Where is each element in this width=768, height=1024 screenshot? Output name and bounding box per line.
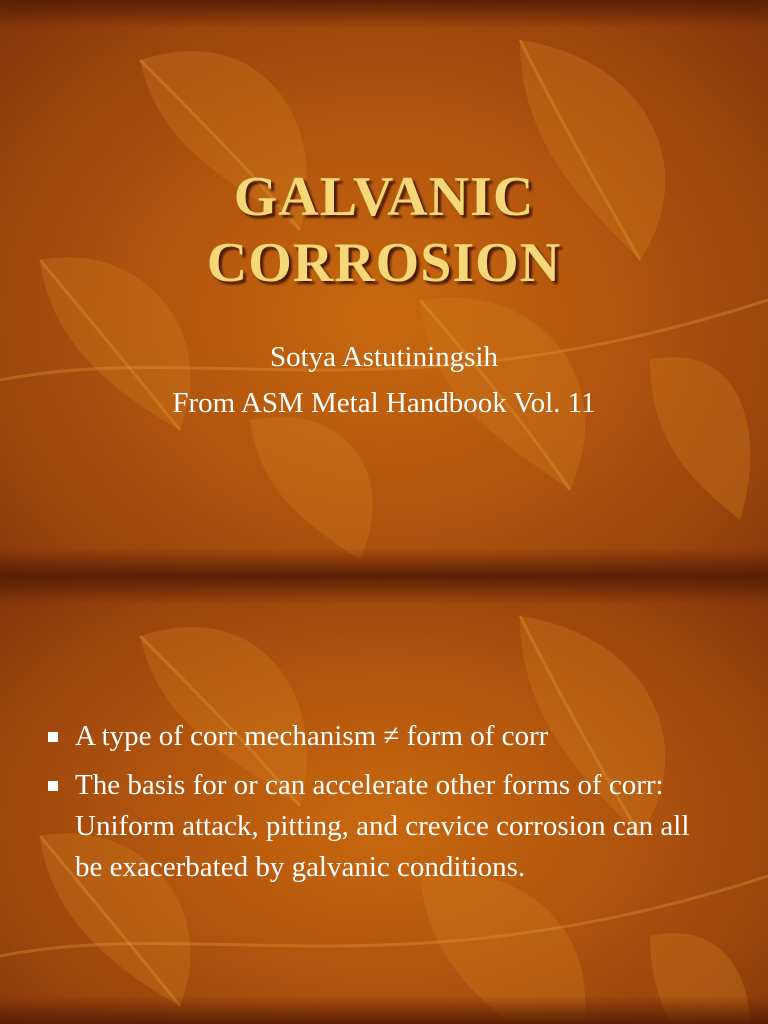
- square-bullet-icon: [48, 732, 58, 742]
- slide-title: [0, 164, 768, 296]
- bullet-list: [44, 716, 724, 896]
- bullet-item: [44, 716, 724, 757]
- author-name: Sotya Astutiningsih: [269, 341, 498, 373]
- square-bullet-icon: [48, 781, 58, 791]
- bullet-text: The basis for or can accelerate other forms of corr: Uniform attack, pitting, and crevice corrosion can all be exacerbated by galvanic conditions.: [75, 769, 690, 883]
- source-reference: From ASM Metal Handbook Vol. 11: [172, 387, 596, 419]
- title-line: GALVANIC: [233, 166, 535, 228]
- title-line: CORROSION: [206, 232, 562, 294]
- bullet-text: A type of corr mechanism ≠ form of corr: [75, 720, 549, 752]
- slide-subtitle: [0, 334, 768, 426]
- bullet-item: [44, 765, 724, 888]
- content-slide: [0, 576, 768, 1024]
